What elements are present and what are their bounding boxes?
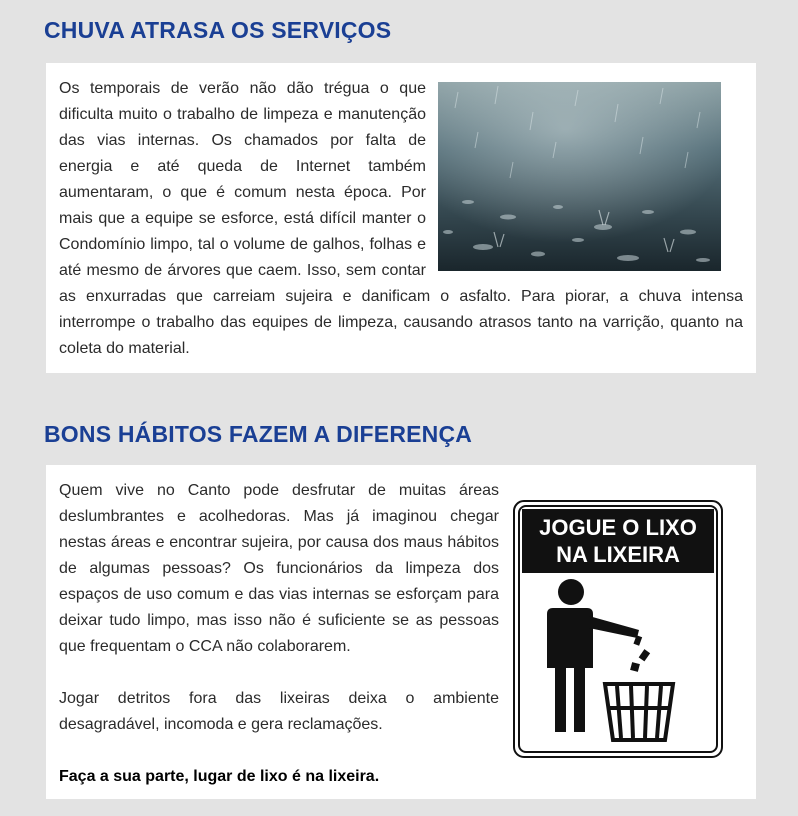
section-title-rain: CHUVA ATRASA OS SERVIÇOS [44,17,392,43]
habits-paragraph-2: Jogar detritos fora das lixeiras deixa o ambiente desagradável, incomoda e gera reclamações. [59,690,499,733]
sign-line-2: NA LIXEIRA [556,542,680,567]
rain-photo [438,82,721,271]
habits-closing-line: Faça a sua parte, lugar de lixo é na lixeira. [59,768,380,785]
section-title-habits: BONS HÁBITOS FAZEM A DIFERENÇA [44,421,473,447]
habits-paragraph-1: Quem vive no Canto pode desfrutar de muitas áreas deslumbrantes e acolhedoras. Mas já imaginou chegar nestas áreas e encontrar sujeira, por causa dos maus hábitos de algumas pessoas? Os funcionários da limpeza dos espaços de uso comum e das vias internas se esforçam para deixar tudo limpo, mas isso não é suficiente se as pessoas que frequentam o CCA não colaborarem. [59,482,499,655]
rain-article-card [46,63,756,373]
sign-line-1: JOGUE O LIXO [539,515,697,540]
trash-sign-image [513,500,723,758]
habits-article-card [46,465,756,799]
rain-article-text: Os temporais de verão não dão trégua o que dificulta muito o trabalho de limpeza e manutenção das vias internas. Os chamados por falta de energia e até queda de Internet também aumentaram, o que é comum nesta época. Por mais que a equipe se esforce, está difícil manter o Condomínio limpo, tal o volume de galhos, folhas e até mesmo de árvores que caem. Isso, sem contar as enxurradas que carreiam sujeira e danificam o asfalto. Para piorar, a chuva intensa interrompe o trabalho das equipes de limpeza, causando atrasos tanto na varrição, quanto na coleta do material. [59,80,743,357]
